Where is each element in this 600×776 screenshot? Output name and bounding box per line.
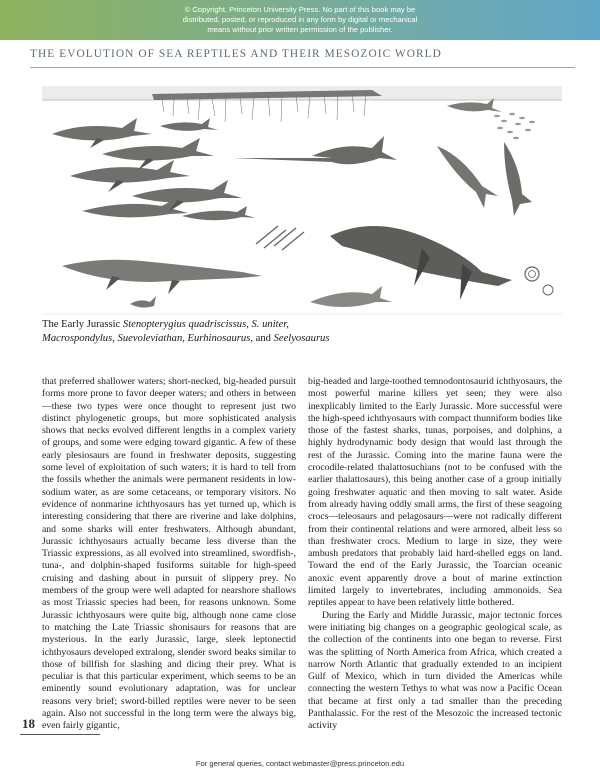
left-column: [42, 376, 296, 733]
footer-contact: For general queries, contact webmaster@press.princeton.edu: [195, 759, 405, 768]
caption-and: and: [252, 333, 274, 344]
caption-intro: The Early Jurassic: [42, 319, 123, 330]
copyright-banner: [0, 0, 600, 40]
caption-taxa-1: Stenopterygius quadriscissus, S. uniter,: [122, 319, 289, 330]
right-paragraph-1: big-headed and large-toothed temnodontosaurid ichthyosaurs, the most powerful marine killers yet seen; they were also inexplicably limited to the Early Jurassic. More successful were the high-speed ichthyosaurs with compact thunniform bodies like those of the fastest sharks, tunas, porpoises, and dolphins, a highly hydrodynamic body design that would last through the rest of the Jurassic. Coming into the marine fauna were the crocodile-related thalattosuchians (not to be confused with the earlier thalattosaurs), this being another case of a group initially going freshwater aquatic and then moving to salt water. Aside from already having oddly small arms, the first of these seagoing crocs—teleosaurs and pelagosaurs—were not radically different from their continental relations and were armored, albeit less so than freshwater crocs. Medium to large in size, they were ambush predators that probably laid hard-shelled eggs on land. Toward the end of the Early Jurassic, the Toarcian oceanic anoxic event apparently drove a bout of marine extinction limited largely to invertebrates, including ammonoids. Sea reptiles appear to have been relatively little bothered.: [308, 376, 562, 609]
page-number: 18: [22, 716, 35, 731]
footer-rule: [20, 734, 100, 735]
right-column: [308, 376, 562, 733]
figure-caption: [42, 318, 562, 346]
copyright-line-2: distributed, posted, or reproduced in any form by digital or mechanical: [182, 15, 418, 24]
caption-taxa-2: Macrospondylus, Suevoleviathan, Eurhinosaurus,: [42, 333, 253, 344]
right-paragraph-2: During the Early and Middle Jurassic, major tectonic forces were initiating big changes on a geographic geological scale, as the collection of the continents into one began to reverse. First was the splitting of North America from Africa, which created a narrow North Atlantic that gradually extended to an incipient Gulf of Mexico, which in turn divided the Americas while connecting the western Tethys to what was now a Pacific Ocean that became at first only a tad smaller than the preceding Panthalassic. For the rest of the Mesozoic the increased tectonic activity: [308, 609, 562, 732]
left-paragraph: that preferred shallower waters; short-necked, big-headed pursuit forms more prone to favor deeper waters; and others in between—these two types were once thought to represent just two distinct phylogenetic groups, but more sophisticated analysis shows that necks evolved different lengths in a complex variety of groups, and some were edging toward gigantic. A few of these early plesiosaurs are found in freshwater deposits, suggesting some level of exploitation of such waters; it is hard to tell from the fossils whether the animals were permanent residents in low-sodium water, as are some cetaceans, or temporary visitors. No evidence of nonmarine ichthyosaurs has yet turned up, which is interesting considering that there are riverine and lake dolphins, and some sharks will enter freshwaters. Although abundant, Jurassic ichthyosaurs actually became less diverse than the Triassic expressions, as all evolved into streamlined, swordfish-, tuna-, and dolphin-shaped fusiforms suitable for high-speed cruising and dashing about in pursuit of slippery prey. No members of the group were well adapted for nearshore shallows as most Triassic species had been, for reasons unknown. Some Jurassic ichthyosaurs were quite big, although none came close to matching the Late Triassic shonisaurs for reasons that are mysterious. In the early Jurassic, large, sleek leptonectid ichthyosaurs developed extralong, slender sword beaks similar to those of billfish for slashing and dicing their prey. What is peculiar is that this particular experiment, which seems to be an eminently sound evolutionary adaptation, was for unclear reasons very brief; sword-billed reptiles were never to be seen again. Also not successful in the long term were the always big, even fairly gigantic,: [42, 376, 296, 732]
caption-taxa-3: Seelyosaurus: [273, 333, 330, 344]
copyright-line-3: means without prior written permission of the publisher.: [207, 25, 393, 34]
copyright-line-1: © Copyright, Princeton University Press. No part of this book may be: [184, 5, 416, 14]
running-head: THE EVOLUTION OF SEA REPTILES AND THEIR MESOZOIC WORLD: [30, 48, 442, 60]
header-rule: [30, 67, 575, 68]
sea-reptiles-illustration: [42, 76, 562, 316]
